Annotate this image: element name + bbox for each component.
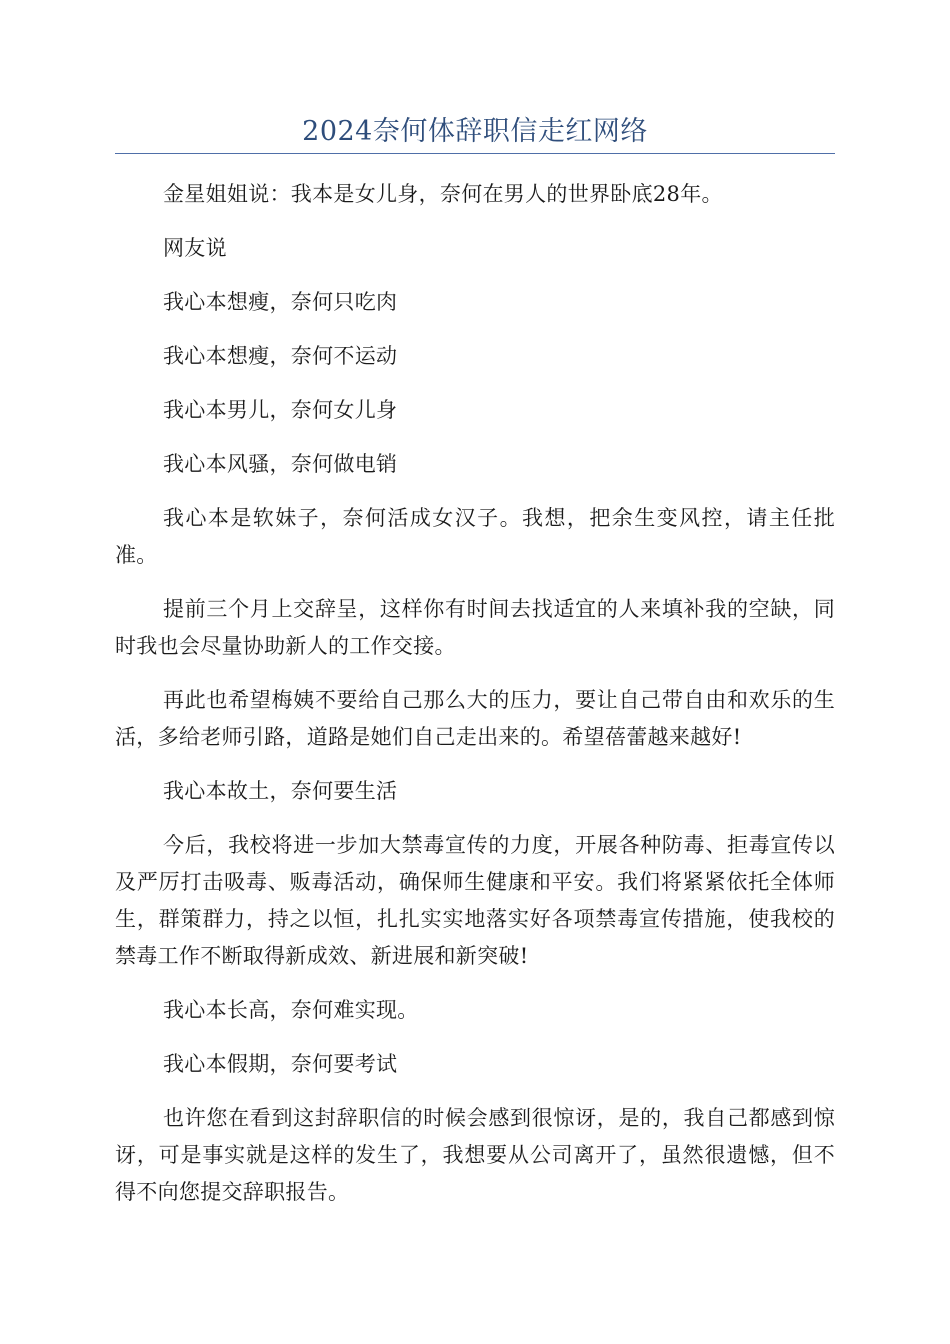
paragraph-14: 也许您在看到这封辞职信的时候会感到很惊讶，是的，我自己都感到惊讶，可是事实就是这样的发生了，我想要从公司离开了，虽然很遗憾，但不得不向您提交辞职报告。: [115, 1106, 835, 1204]
paragraph-9: 再此也希望梅姨不要给自己那么大的压力，要让自己带自由和欢乐的生活，多给老师引路，道路是她们自己走出来的。希望蓓蕾越来越好!: [115, 688, 835, 749]
paragraph-7: 我心本是软妹子，奈何活成女汉子。我想，把余生变风控，请主任批准。: [115, 506, 835, 567]
paragraph-5: 我心本男儿，奈何女儿身: [163, 398, 398, 422]
paragraph-3: 我心本想瘦，奈何只吃肉: [163, 290, 398, 314]
paragraph-11: 今后，我校将进一步加大禁毒宣传的力度，开展各种防毒、拒毒宣传以及严厉打击吸毒、贩毒活动，确保师生健康和平安。我们将紧紧依托全体师生，群策群力，持之以恒，扎扎实实地落实好各项禁毒宣传措施，使我校的禁毒工作不断取得新成效、新进展和新突破!: [115, 833, 835, 968]
paragraph-4: 我心本想瘦，奈何不运动: [163, 344, 398, 368]
document-title: 2024奈何体辞职信走红网络: [302, 116, 648, 147]
title-underline: [115, 153, 835, 154]
paragraph-2: 网友说: [163, 236, 227, 260]
paragraph-10: 我心本故土，奈何要生活: [163, 779, 398, 803]
paragraph-13: 我心本假期，奈何要考试: [163, 1052, 398, 1076]
document-body: [115, 176, 835, 1228]
paragraph-8: 提前三个月上交辞呈，这样你有时间去找适宜的人来填补我的空缺，同时我也会尽量协助新人的工作交接。: [115, 597, 835, 658]
paragraph-6: 我心本风骚，奈何做电销: [163, 452, 398, 476]
paragraph-12: 我心本长高，奈何难实现。: [163, 998, 419, 1022]
paragraph-1: 金星姐姐说：我本是女儿身，奈何在男人的世界卧底28年。: [163, 182, 723, 206]
